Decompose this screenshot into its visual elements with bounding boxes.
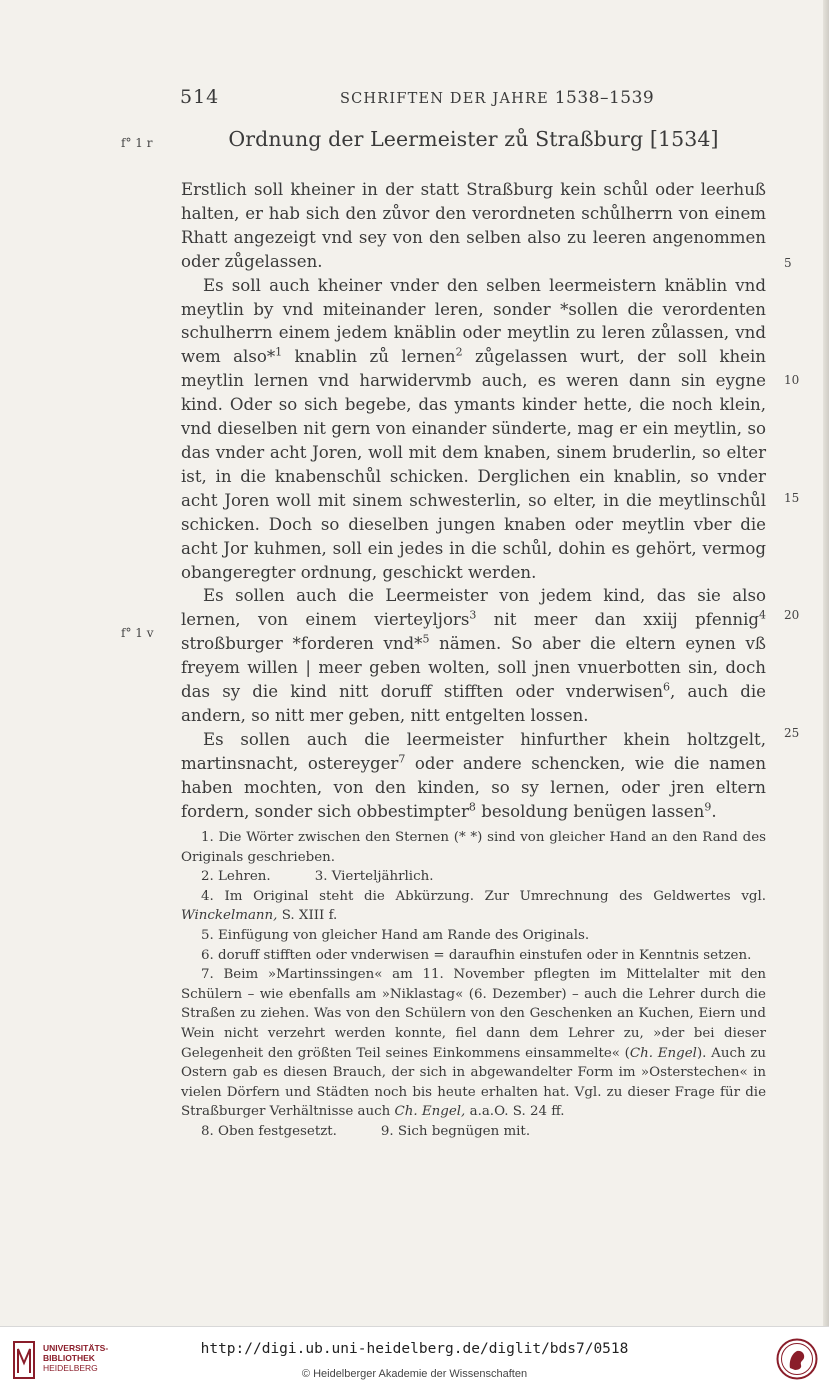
footnote-7	[181, 965, 766, 1122]
text-segment: zůgelassen wurt, der soll khein meytlin lernen vnd harwidervmb auch, es weren dann sin eygne kind. Oder so sich begebe, das ymants kinder hette, die noch klein, vnd dieselben nit gern von einander sünderte, mag er ein meytlin, so das vnder acht Joren, woll mit dem knaben, sinem bruderlin, so elter ist, in die knabenschůl schicken. Derglichen ein knablin, so vnder acht Joren woll mit sinem schwesterlin, so elter, in die meytlinschůl schicken. Doch so dieselben jungen knaben oder meytlin vber die acht Jor kuhmen, soll ein jedes in die schůl, dohin es gehört, vermog obangeregter ordnung, geschickt werden.	[181, 347, 766, 582]
footnote-ref: 4	[759, 608, 766, 622]
copyright-notice: © Heidelberger Akademie der Wissenschaften	[301, 1368, 528, 1380]
footnote-ref: 1	[275, 345, 283, 359]
footnote-ref: 2	[455, 345, 463, 359]
paragraph-2	[181, 274, 766, 585]
text-segment: Es soll auch kheiner vnder den selben leermeistern knäblin vnd meytlin by vnd miteinander leren, sonder *sollen die verordenten schulherrn einem jedem knäblin oder meytlin zu leren zůlassen, vnd wem also*	[181, 275, 766, 367]
paragraph-1: Erstlich soll kheiner in der statt Straßburg kein schůl oder leerhuß halten, er hab sich den zůvor den verordneten schůlherrn von einem Rhatt angezeigt vnd sey von den selben also zu leeren angenommen oder zůgelassen.	[181, 180, 766, 271]
text-segment: nämen. So aber die eltern eynen vß freyem willen | meer geben wolten, soll jnen vnuerbotten sin, doch das sy die kind nitt doruff stifften oder vnderwisen	[181, 634, 766, 702]
note-text: ). Auch zu Ostern gab es diesen Brauch, der sich in abgewandelter Form im »Osterstechen« in vielen Dörfern und Städten noch bis heute erhalten hat. Vgl. zu dieser Frage für die Straßburger Verhältnisse auch	[181, 1045, 767, 1120]
viewer-footer	[0, 1326, 829, 1389]
note-text: 7. Beim »Martinssingen« am 11. November pflegten im Mittelalter mit den Schülern – wie ebenfalls am »Niklastag« (6. Dezember) – auch die Lehrer durch die Straßen zu ziehen. Was von den Schülern von den Geschenken an Kuchen, Eiern und Wein nicht verzehrt werden konnte, fiel dann dem Lehrer zu, »der bei dieser Gelegenheit den größten Teil seines Einkommens einsammelte« (	[181, 967, 766, 1061]
text-segment: nit meer dan xxiij pfennig	[476, 610, 759, 630]
line-number: 10	[784, 373, 800, 387]
note-text: 4. Im Original steht die Abkürzung. Zur Umrechnung des Geldwertes vgl.	[201, 888, 766, 904]
footnote-3: 3. Vierteljährlich.	[314, 869, 434, 885]
main-text	[181, 178, 766, 823]
text-segment: , auch die andern, so nitt mer geben, nitt entgelten lossen.	[181, 682, 766, 725]
footnote-2: 2. Lehren.	[201, 869, 271, 885]
document-title: Ordnung der Leermeister zů Straßburg [1534]	[228, 127, 719, 151]
line-number: 15	[784, 491, 800, 505]
footnotes	[181, 828, 766, 1142]
running-head-text: SCHRIFTEN DER JAHRE	[340, 91, 549, 107]
footnote-pair	[181, 1122, 766, 1142]
note-reference: Ch. Engel	[629, 1045, 697, 1061]
note-reference: Ch. Engel,	[394, 1104, 466, 1120]
library-name-line: HEIDELBERG	[43, 1363, 98, 1373]
text-segment: besoldung benügen lassen	[475, 801, 705, 821]
paragraph-4	[181, 728, 766, 824]
text-segment: Es sollen auch die Leermeister von jedem kind, das sie also lernen, von einem vierteyljors	[181, 586, 766, 630]
academy-seal-icon[interactable]	[776, 1338, 818, 1380]
footnote-ref: 3	[469, 608, 477, 622]
footnote-1: 1. Die Wörter zwischen den Sternen (* *) sind von gleicher Hand an den Rand des Originals geschrieben.	[181, 830, 766, 865]
footnote-ref: 7	[398, 752, 406, 766]
running-head-years: 1538–1539	[554, 88, 655, 108]
note-reference: Winckelmann,	[181, 908, 278, 924]
page-number: 514	[180, 86, 220, 108]
permalink-url[interactable]: http://digi.ub.uni-heidelberg.de/diglit/bds7/0518	[200, 1341, 629, 1357]
library-name-line: BIBLIOTHEK	[43, 1353, 95, 1363]
page-header	[0, 86, 829, 110]
running-head	[340, 88, 654, 108]
footnote-ref: 8	[468, 800, 476, 814]
page-edge	[823, 0, 829, 1326]
line-number: 5	[784, 256, 792, 270]
footnote-4	[181, 887, 766, 926]
text-segment: Es sollen auch die leermeister hinfurther khein holtzgelt, martinsnacht, ostereyger	[181, 729, 766, 773]
footnote-ref: 6	[663, 680, 671, 694]
note-text: a.a.O. S. 24 ff.	[465, 1104, 565, 1120]
footnote-pair	[181, 867, 766, 887]
footnote-6: 6. doruff stifften oder vnderwisen = daraufhin einstufen oder in Kenntnis setzen.	[201, 947, 752, 963]
folio-marker-verso: f° 1 v	[121, 626, 154, 640]
text-segment: oder andere schencken, wie die namen haben mochten, von den kinden, so sy lernen, oder jren eltern fordern, sonder sich obbestimpter	[181, 753, 767, 821]
footnote-ref: 9	[704, 800, 712, 814]
footnote-9: 9. Sich begnügen mit.	[380, 1123, 531, 1139]
footnote-8: 8. Oben festgesetzt.	[201, 1123, 337, 1139]
line-number: 25	[784, 726, 800, 740]
text-segment: knablin zů lernen	[282, 347, 456, 367]
text-segment: stroßburger *forderen vnd*	[181, 634, 423, 654]
folio-marker-recto: f° 1 r	[121, 136, 153, 150]
library-name-line: UNIVERSITÄTS-	[43, 1343, 109, 1353]
text-segment: .	[711, 801, 717, 821]
note-text: S. XIII f.	[277, 908, 338, 924]
footnote-ref: 5	[422, 632, 430, 646]
line-number: 20	[784, 608, 800, 622]
footnote-5: 5. Einfügung von gleicher Hand am Rande des Originals.	[201, 927, 590, 943]
paragraph-3	[181, 584, 766, 727]
